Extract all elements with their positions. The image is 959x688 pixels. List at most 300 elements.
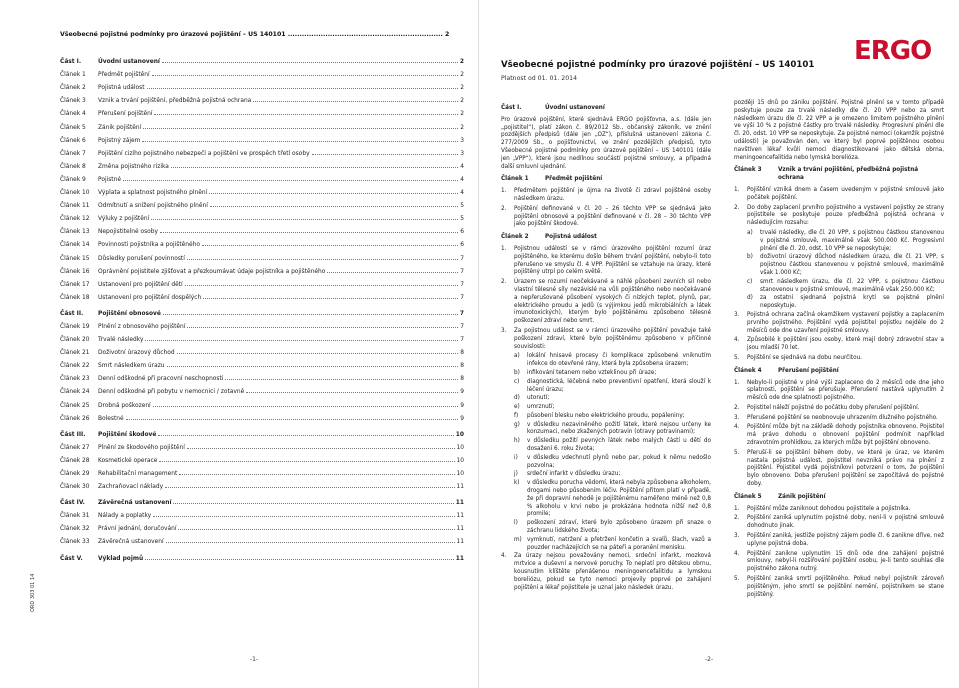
section-number: Článek 5 (734, 493, 762, 500)
item-marker: 5. (734, 576, 740, 583)
toc-leader (177, 353, 459, 354)
toc-part-row[interactable] (60, 493, 464, 506)
item-text: Za úrazy nejsou považovány nemoci, srdeční infarkt, mozková mrtvice a duševní a nervové poruchy. To neplatí pro dětskou obrnu, kousnutím klíštěte přenášenou meningoencefalitidu a lymskou boreliózu, pokud se tyto nemoci projevily poprvé po zahájení pojištění a lékař pojistitele je uznal jako následek úrazu. (514, 553, 711, 591)
item-marker: 5. (734, 354, 740, 361)
toc-article-row[interactable] (60, 506, 464, 519)
section-title: Přerušení pojištění (778, 367, 839, 374)
numbered-item (734, 415, 944, 423)
toc-page: 4 (460, 163, 464, 170)
toc-article-row[interactable] (60, 209, 464, 222)
toc-leader (225, 379, 458, 380)
toc-number: Článek 7 (60, 150, 86, 157)
item-marker: 1. (734, 186, 740, 193)
toc-header-title: Všeobecné pojistné podmínky pro úrazové pojištění – US 140101 .................................................................. 2 (60, 31, 450, 38)
item-text: Nebylo-li pojistné v plné výši zaplaceno do 2 měsíců ode dne jeho splatnosti, pojištění se přerušuje. Přerušení nastává uplynutím 2 měsíců ode dne splatnosti pojistného. (747, 379, 944, 402)
toc-leader (165, 487, 454, 488)
toc-article-row[interactable] (60, 532, 464, 545)
toc-number: Článek 10 (60, 190, 90, 197)
toc-title: Výluky z pojištění (98, 216, 150, 223)
lettered-subitem (747, 230, 944, 253)
toc-page: 10 (456, 444, 464, 451)
toc-leader (187, 448, 455, 449)
lettered-subitem (514, 404, 711, 412)
toc-page: 5 (460, 216, 464, 223)
section-heading (734, 494, 944, 502)
toc-leader (153, 516, 454, 517)
numbered-item (734, 551, 944, 574)
item-marker: 2. (501, 279, 507, 286)
toc-title: Pojištění škodové (98, 431, 157, 438)
item-marker: c) (514, 378, 520, 385)
item-text: v důsledku porucha vědomí, která nebyla způsobena alkoholem, drogami nebo působením léčiv. Pojištění přitom platí v případě, že při dopravní nehodě je pojištěnému naměřeno méně než 0,8 % alkoholu v krvi nebo je prokázána hodnota nižší než 0,8 promile; (527, 480, 711, 518)
toc-article-row[interactable] (60, 356, 464, 369)
toc-article-row[interactable] (60, 235, 464, 248)
toc-page: 6 (460, 229, 464, 236)
toc-leader (178, 529, 454, 530)
section-number: Článek 1 (501, 176, 529, 183)
toc-number: Článek 25 (60, 402, 90, 409)
toc-article-row[interactable] (60, 317, 464, 330)
lettered-subitem (514, 480, 711, 519)
toc-title: Pojištění cizího pojistného nebezpečí a pojištění ve prospěch třetí osoby (98, 150, 310, 157)
toc-leader (203, 298, 458, 299)
toc-article-row[interactable] (60, 438, 464, 451)
section-number: Článek 4 (734, 367, 762, 374)
toc-title: Pojištění obnosové (98, 310, 161, 317)
item-text: za ostatní sjednaná pojistná krytí se pojistné plnění neposkytuje. (760, 295, 944, 310)
item-text: vymknutí, natržení a přetržení končetin a svalů, šlach, vazů a pouzder nacházejících se na páteři a poranění menisku. (527, 536, 711, 551)
validity-date: Platnost od 01. 01. 2014 (501, 75, 578, 82)
paragraph: později 15 dnů po zániku pojištění. Pojistné plnění se v tomto případě poskytuje pouze za trvalé následky dle čl. 20 VPP nebo za smrt následkem úrazu dle čl. 22 VPP a je omezeno limitem pojistného plnění ve výši 10 % z pojistné částky pro trvalé následky. Progresivní plnění dle čl. 20, odst. 10 VPP se neposkytuje. Za pojistné nemoci (okamžik pojistné události) je považován den, ve který byl poprvé pojištěnou osobou navštíven lékař kvůli nemoci diagnostikované jako dětská obrna, meningoencefalitida nebo lymská borelióza. (734, 100, 944, 161)
toc-title: Změna pojistného rizika (98, 163, 169, 170)
toc-article-row[interactable] (60, 409, 464, 422)
toc-title: Pojistný zájem (98, 137, 141, 144)
toc-article-row[interactable] (60, 183, 464, 196)
lettered-subitem (514, 395, 711, 403)
toc-leader (210, 206, 458, 207)
toc-title: Povinnosti pojistníka a pojištěného (98, 242, 200, 249)
lettered-subitem (514, 370, 711, 378)
toc-title: Důsledky porušení povinností (98, 255, 185, 262)
toc-leader (187, 327, 458, 328)
toc-leader (209, 193, 458, 194)
item-marker: 4. (734, 337, 740, 344)
toc-title: Smrt následkem úrazu (98, 363, 165, 370)
toc-number: Část II. (60, 310, 84, 317)
numbered-item (734, 380, 944, 403)
item-marker: a) (514, 353, 520, 360)
toc-leader (179, 474, 454, 475)
lettered-subitem (747, 279, 944, 295)
toc-page: 8 (460, 363, 464, 370)
toc-leader (327, 272, 458, 273)
toc-page: 5 (460, 203, 464, 210)
toc-title: Oprávnění pojistitele zjišťovat a přezkoumávat údaje pojistníka a pojištěného (98, 268, 326, 275)
toc-leader (123, 180, 458, 181)
right-text-column (734, 100, 944, 601)
item-marker: 4. (734, 550, 740, 557)
item-marker: 2. (501, 205, 507, 212)
item-text: smrt následkem úrazu, dle čl. 22 VPP, s pojistnou částkou stanovenou v pojistné smlouvě, maximálně však 250.000 Kč; (760, 278, 944, 293)
lettered-subitem (514, 455, 711, 471)
section-number: Článek 3 (734, 167, 762, 174)
toc-page: 11 (455, 500, 464, 507)
toc-leader (151, 219, 458, 220)
toc-page: 7 (460, 337, 464, 344)
numbered-item (734, 424, 944, 447)
item-marker: 4. (734, 424, 740, 431)
toc-leader (171, 167, 458, 168)
page-number-left: -1- (250, 656, 259, 663)
section-title: Předmět pojištění (545, 176, 603, 183)
toc-article-row[interactable] (60, 91, 464, 104)
toc-leader (163, 314, 458, 315)
toc-number: Část V. (60, 555, 83, 562)
toc-article-row[interactable] (60, 477, 464, 490)
item-text: Pojištění zaniká smrtí pojištěného. Pokud nebyl pojistník zároveň pojištěným, jeho smrtí se pojištění nemění, pojistníkem se stane pojištěný. (747, 576, 944, 598)
toc-page: 9 (460, 402, 464, 409)
item-marker: 1. (501, 188, 507, 195)
toc-article-row[interactable] (60, 382, 464, 395)
toc-number: Článek 17 (60, 281, 90, 288)
item-text: Pojištění může být na základě dohody pojistníka obnoveno. Pojistitel má právo dohodu o obnovení pojištění podmínit například zdravotním prohlídkou, za kterých může být pojištění obnoveno. (747, 424, 944, 447)
item-marker: m) (514, 536, 522, 543)
toc-article-row[interactable] (60, 78, 464, 91)
toc-leader (187, 259, 458, 260)
toc-title: Plnění ze škodového pojištění (98, 444, 185, 451)
item-marker: 2. (734, 404, 740, 411)
toc-article-row[interactable] (60, 395, 464, 408)
toc-article-row[interactable] (60, 117, 464, 130)
toc-number: Článek 2 (60, 85, 86, 92)
item-marker: e) (514, 404, 520, 411)
lettered-subitem (514, 379, 711, 395)
item-marker: l) (514, 520, 518, 527)
toc-page: 2 (460, 98, 464, 105)
toc-number: Článek 8 (60, 163, 86, 170)
lettered-subitem (514, 471, 711, 479)
item-text: Úrazem se rozumí neočekávané a náhlé působení zevních sil nebo vlastní tělesné síly nezávislé na vůli pojištěného nebo neočekávané a nepřerušované působení vysokých či nízkých teplot, plynů, par, elektrického proudu a jedů (s výjimkou jedů mikrobiálních a látek imunotoxických), kterým bylo pojištěnému způsobeno tělesné poškození zdraví nebo smrt. (514, 279, 711, 325)
toc-page: 4 (460, 176, 464, 183)
item-marker: c) (747, 278, 753, 285)
left-text-column (501, 100, 711, 594)
toc-leader (143, 128, 458, 129)
toc-number: Článek 18 (60, 294, 90, 301)
toc-number: Článek 1 (60, 72, 86, 79)
toc-page: 2 (460, 85, 464, 92)
toc-part-row[interactable] (60, 304, 464, 317)
toc-leader (147, 88, 459, 89)
item-text: Přerušené pojištění se neobnovuje uhrazením dlužného pojistného. (747, 414, 938, 421)
toc-page: 2 (460, 111, 464, 118)
section-title: Vznik a trvání pojištění, předběžná pojistná ochrana (778, 167, 919, 182)
toc-title: Pojistná událost (98, 85, 145, 92)
toc-title: Výklad pojmů (98, 555, 144, 562)
numbered-item (734, 576, 944, 599)
item-text: Pojistnou událostí se v rámci úrazového pojištění rozumí úraz pojištěného, ke kterému došlo během trvání pojištění, nebylo-li toto přerušeno ve smyslu čl. 4 VPP. Pojištění se vztahuje na úrazy, které pojištěný utrpí po celém světě. (514, 245, 711, 276)
toc-page: 9 (460, 415, 464, 422)
lettered-subitem (514, 413, 711, 421)
item-marker: 5. (734, 449, 740, 456)
toc-number: Článek 13 (60, 229, 90, 236)
lettered-subitem (514, 537, 711, 553)
toc-title: Trvalé následky (98, 337, 144, 344)
item-text: Pojištění může zaniknout dohodou pojistitele a pojistníka. (747, 505, 911, 512)
toc-page: 2 (459, 59, 464, 66)
numbered-item (734, 187, 944, 203)
item-text: lokální hnisavé procesy či komplikace způsobené vniknutím infekce do otevřené rány, která byla způsobena úrazem; (527, 353, 711, 368)
section-number: Část I. (501, 105, 522, 111)
document-title: Všeobecné pojistné podmínky pro úrazové pojištění – US 140101 (501, 60, 815, 70)
toc-number: Článek 14 (60, 242, 90, 249)
toc-page: 11 (455, 555, 464, 562)
toc-number: Článek 26 (60, 415, 90, 422)
item-text: Pojistná ochrana začíná okamžikem vystavení pojistky a zaplacením prvního pojistného. Pojištění vydá pojistitel pojistku nejdéle do 2 měsíců ode dne uzavření pojistné smlouvy. (747, 311, 944, 334)
toc-number: Článek 30 (60, 484, 90, 491)
toc-page: 8 (460, 350, 464, 357)
toc-page: 11 (456, 513, 464, 520)
toc-number: Článek 27 (60, 444, 90, 451)
numbered-item (501, 246, 711, 277)
lettered-subitem (747, 254, 944, 277)
toc-title: Závěrečná ustanovení (98, 539, 164, 546)
toc-article-row[interactable] (60, 519, 464, 532)
item-text: Přeruší-li se pojištění během doby, ve které je úraz, ve kterém nastala pojistná událost, pojistitel nevzniká právo na plnění z pojištění. Pojistitel vydá pojistníkovi potvrzení o tom, že pojištění bylo obnoveno. Doba přerušení pojištění se započítává do pojistné doby. (747, 449, 944, 488)
numbered-item (501, 279, 711, 326)
toc-part-row[interactable] (60, 52, 464, 65)
section-heading (734, 368, 944, 376)
toc-number: Část IV. (60, 500, 85, 507)
item-text: utonutí; (527, 395, 550, 402)
item-marker: a) (747, 229, 753, 236)
paragraph: Pro úrazové pojištění, které sjednává ERGO pojišťovna, a.s. (dále jen „pojistitel“), platí zákon č. 89/2012 Sb., občanský zákoník, ve znění pozdějších předpisů (dále jen „OZ“), příslušná ustanovení zákona č. 277/2009 Sb., o pojišťovnictví, ve znění pozdějších předpisů, tyto Všeobecné pojistné podmínky pro úrazové pojištění – US 140101 (dále jen „VPP“), které jsou nedílnou součástí pojistné smlouvy, a případná další smluvní ujednání. (501, 116, 711, 170)
item-text: umrznutí; (527, 404, 555, 411)
toc-part-row[interactable] (60, 548, 464, 561)
toc-number: Článek 4 (60, 111, 86, 118)
toc-article-row[interactable] (60, 451, 464, 464)
toc-article-row[interactable] (60, 288, 464, 301)
toc-article-row[interactable] (60, 248, 464, 261)
toc-number: Článek 23 (60, 376, 90, 383)
item-marker: d) (747, 295, 753, 302)
toc-page: 7 (460, 294, 464, 301)
item-marker: 1. (734, 505, 740, 512)
toc-leader (166, 542, 455, 543)
section-title: Pojistná událost (545, 234, 597, 241)
item-marker: b) (747, 254, 753, 261)
toc-article-row[interactable] (60, 131, 464, 144)
item-marker: 3. (734, 311, 740, 318)
numbered-item (734, 312, 944, 335)
item-marker: 4. (501, 553, 507, 560)
toc-leader (185, 285, 459, 286)
item-text: poškození zdraví, které bylo způsobeno úrazem při snaze o záchranu lidského života; (527, 520, 711, 535)
toc-leader (160, 232, 458, 233)
section-heading (501, 105, 711, 113)
ergo-logo: ERGO (854, 36, 932, 66)
toc-title: Zachraňovací náklady (98, 484, 164, 491)
item-text: Za pojistnou událost se v rámci úrazového pojištění považuje také poškození zdraví, které bylo pojištěnému způsobeno v příčinné souvislosti: (514, 327, 711, 350)
page-number-right: -2- (705, 656, 714, 663)
item-marker: 2. (734, 204, 740, 211)
toc-page: 10 (456, 457, 464, 464)
numbered-item (734, 533, 944, 549)
toc-title: Úvodní ustanovení (98, 59, 160, 66)
toc-title: Odmítnutí a snížení pojistného plnění (98, 203, 208, 210)
section-title: Úvodní ustanovení (545, 105, 605, 111)
table-of-contents (60, 52, 464, 562)
toc-leader (162, 62, 458, 63)
toc-title: Doživotní úrazový důchod (98, 350, 175, 357)
toc-article-row[interactable] (60, 369, 464, 382)
toc-title: Denní odškodné při pracovní neschopnosti (98, 376, 224, 383)
item-text: Pojištění se sjednává na dobu neurčitou. (747, 354, 862, 361)
item-marker: 1. (734, 379, 740, 386)
toc-page: 3 (460, 150, 464, 157)
toc-page: 11 (456, 526, 464, 533)
section-number: Článek 2 (501, 234, 529, 241)
toc-title: Denní odškodné při pobytu v nemocnici / zotavně (98, 389, 245, 396)
toc-article-row[interactable] (60, 104, 464, 117)
numbered-item (501, 328, 711, 351)
toc-number: Článek 32 (60, 526, 90, 533)
toc-title: Právní jednání, doručování (98, 526, 177, 533)
item-text: Pojištění vzniká dnem a časem uvedeným v pojistné smlouvě jako počátek pojištění. (747, 186, 944, 201)
toc-page: 2 (460, 124, 464, 131)
toc-number: Článek 6 (60, 137, 86, 144)
toc-number: Článek 33 (60, 539, 90, 546)
toc-page: 7 (460, 268, 464, 275)
toc-number: Článek 15 (60, 255, 90, 262)
item-marker: j) (514, 471, 518, 478)
item-text: Pojištění zaniká, jestliže pojistný zájem podle čl. 6 zanikne dříve, než uplyne pojistná doba. (747, 533, 944, 547)
page-right (479, 0, 959, 688)
numbered-item (734, 405, 944, 413)
toc-number: Část III. (60, 431, 86, 438)
item-text: v důsledku nezaviněného požití látek, které nejsou určeny ke konzumaci, nebo zkažených potravin (otravy potravinami); (527, 421, 711, 436)
numbered-item (734, 205, 944, 228)
toc-title: Rehabilitační management (98, 471, 178, 477)
toc-article-row[interactable] (60, 222, 464, 235)
toc-article-row[interactable] (60, 170, 464, 183)
toc-title: Ustanovení pro pojištění dospělých (98, 294, 202, 301)
toc-number: Článek 5 (60, 124, 86, 131)
item-text: diagnostická, léčebná nebo preventivní opatření, která slouží k léčení úrazu; (527, 378, 711, 393)
item-text: v důsledku vdechnutí plynů nebo par, pokud k němu nedošlo pozvolna; (527, 454, 711, 469)
toc-title: Přerušení pojištění (98, 111, 153, 118)
toc-article-row[interactable] (60, 65, 464, 78)
toc-leader (158, 435, 453, 436)
toc-number: Článek 11 (60, 203, 90, 210)
toc-number: Článek 16 (60, 268, 90, 275)
toc-part-row[interactable] (60, 425, 464, 438)
toc-page: 2 (460, 72, 464, 79)
toc-title: Plnění z obnosového pojištění (98, 323, 186, 330)
item-marker: k) (514, 480, 520, 487)
toc-title: Nálady a poplatky (98, 513, 152, 520)
lettered-subitem (747, 295, 944, 311)
item-marker: f) (514, 412, 519, 419)
toc-number: Článek 12 (60, 216, 90, 223)
toc-number: Článek 29 (60, 471, 90, 477)
item-marker: g) (514, 421, 520, 428)
numbered-item (734, 337, 944, 353)
toc-page: 7 (459, 310, 464, 317)
toc-leader (167, 366, 459, 367)
section-title: Zánik pojištění (778, 493, 826, 500)
toc-page: 10 (455, 431, 464, 438)
item-marker: 3. (734, 533, 740, 540)
section-heading (734, 167, 944, 183)
toc-title: Kosmetické operace (98, 457, 158, 464)
toc-article-row[interactable] (60, 464, 464, 477)
item-marker: 3. (501, 327, 507, 334)
item-text: trvalé následky, dle čl. 20 VPP, s pojistnou částkou stanovenou v pojistné smlouvě, maximálně však 500.000 Kč. Progresivní plnění dle čl. 20, odst. 10 VPP se neposkytuje; (760, 229, 944, 252)
item-marker: 1. (501, 245, 507, 252)
toc-page: 11 (456, 484, 464, 491)
item-marker: 2. (734, 515, 740, 522)
item-text: Pojištění definované v čl. 20 – 26 těchto VPP se sjednává jako pojištění obnosové a pojištění definované v čl. 28 – 30 těchto VPP jako pojištění škodové. (514, 205, 711, 228)
toc-page: 7 (460, 255, 464, 262)
item-text: Pojištění zaniká uplynutím pojistné doby, není-li v pojistné smlouvě dohodnuto jinak. (747, 515, 944, 530)
toc-leader (159, 461, 454, 462)
toc-article-row[interactable] (60, 330, 464, 343)
item-text: působení blesku nebo elektrického proudu, popáleniny; (527, 412, 685, 419)
toc-number: Článek 24 (60, 389, 90, 396)
item-text: srdeční infarkt v důsledku úrazu; (527, 471, 621, 478)
lettered-subitem (514, 422, 711, 438)
toc-number: Článek 3 (60, 98, 86, 105)
item-text: infikování tetanem nebo vzteklinou při úraze; (527, 369, 657, 376)
toc-number: Článek 9 (60, 176, 86, 183)
toc-article-row[interactable] (60, 262, 464, 275)
toc-article-row[interactable] (60, 275, 464, 288)
toc-title: Drobná poškození (98, 402, 151, 409)
toc-page: 9 (460, 389, 464, 396)
toc-leader (312, 154, 459, 155)
numbered-item (734, 450, 944, 489)
item-text: Způsobilé k pojištění jsou osoby, které mají dobrý zdravotní stav a jsou mladší 70 let. (747, 337, 944, 352)
toc-number: Článek 19 (60, 323, 90, 330)
item-marker: 3. (734, 414, 740, 421)
toc-title: Zánik pojištění (98, 124, 142, 131)
item-text: v důsledku požití pevných látek nebo malých částí u dětí do dosažení 6. roku života; (527, 438, 711, 453)
item-marker: b) (514, 369, 520, 376)
toc-number: Článek 31 (60, 513, 90, 520)
page-left (0, 0, 478, 688)
toc-article-row[interactable] (60, 157, 464, 170)
item-marker: d) (514, 395, 520, 402)
toc-title: Pojistné (98, 176, 121, 183)
toc-article-row[interactable] (60, 196, 464, 209)
toc-page: 4 (460, 190, 464, 197)
toc-page: 3 (460, 137, 464, 144)
item-text: Pojištění zanikne uplynutím 15 dnů ode dne zahájení pojistné smlouvy, nebyl-li rozšiřování pojištění osobu, je-li tento souhlas dle pojistného zákona nutný. (747, 550, 944, 573)
item-text: Do doby zaplacení prvního pojistného a vystavení pojistky ze strany pojistitele se poskytuje pouze předběžná pojistná ochrana v následujícím rozsahu: (747, 204, 944, 227)
toc-leader (173, 503, 453, 504)
lettered-subitem (514, 438, 711, 454)
item-marker: i) (514, 454, 518, 461)
toc-article-row[interactable] (60, 343, 464, 356)
section-heading (501, 176, 711, 184)
toc-title: Nepojistitelné osoby (98, 229, 158, 236)
toc-leader (126, 419, 459, 420)
toc-page: 6 (460, 242, 464, 249)
toc-leader (154, 114, 458, 115)
toc-title: Závěrečná ustanovení (98, 500, 172, 507)
toc-article-row[interactable] (60, 144, 464, 157)
lettered-subitem (514, 353, 711, 369)
